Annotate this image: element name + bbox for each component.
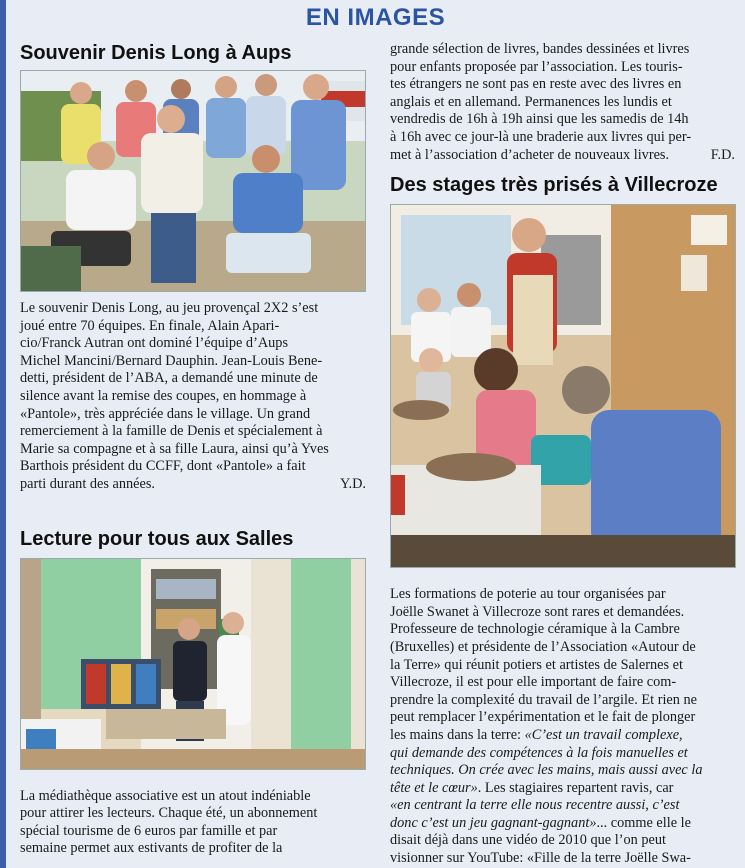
text-line: detti, président de l’ABA, a demandé une minute de <box>20 370 318 387</box>
text-line: ... comme elle le <box>596 814 691 831</box>
article1-title: Souvenir Denis Long à Aups <box>20 42 292 64</box>
text-line: silence avant la remise des coupes, en hommage à <box>20 387 307 404</box>
text-line: . Les stagiaires repartent ravis, car <box>477 779 674 796</box>
article3-text <box>390 586 735 868</box>
article1-photo <box>20 70 366 292</box>
text-line: tes étrangers ne sont pas en reste avec des livres en <box>390 76 682 93</box>
text-line: semaine permet aux estivants de profiter de la <box>20 840 283 857</box>
left-column <box>20 36 366 858</box>
text-line: anglais et en allemand. Permanences les lundis et <box>390 93 672 110</box>
text-line: Joëlle Swanet à Villecroze sont rares et demandées. <box>390 603 685 620</box>
text-line: peut remplacer l’expérimentation et le fait de plonger <box>390 709 696 726</box>
text-line: remerciement à la famille de Denis et spécialement à <box>20 423 323 440</box>
text-line: cio/Franck Autran ont dominé l’équipe d’Aups <box>20 335 289 352</box>
text-line: (Bruxelles) et présidente de l’Association «Autour de <box>390 638 696 655</box>
text-line: joué entre 70 équipes. En finale, Alain Apari- <box>20 317 280 334</box>
text-line: pour enfants proposée par l’association. Les touris- <box>390 58 683 75</box>
text-line: pour attirer les lecteurs. Chaque été, un abonnement <box>20 805 318 822</box>
accent-bar <box>0 0 6 868</box>
text-line: parti durant des années. <box>20 475 155 492</box>
section-title: EN IMAGES <box>305 4 446 31</box>
text-line: Michel Mancini/Bernard Dauphin. Jean-Louis Bene- <box>20 352 323 369</box>
text-line: visionner sur YouTube: «Fille de la terre Joëlle Swa- <box>390 850 691 867</box>
text-line: les mains dans la terre: <box>390 726 525 743</box>
quote-line: «C’est un travail complexe, <box>524 726 683 743</box>
quote-line: tête et le cœur» <box>390 779 478 796</box>
text-line: disait déjà dans une vidéo de 2010 que l’on peut <box>390 832 666 849</box>
article2-title: Lecture pour tous aux Salles <box>20 527 294 550</box>
library-photo-illustration <box>21 559 365 769</box>
quote-line: «en centrant la terre elle nous recentre aussi, c’est <box>390 797 680 814</box>
text-line: spécial tourisme de 6 euros par famille et par <box>20 822 278 839</box>
quote-line: qui demande des compétences à la fois manuelles et <box>390 744 688 761</box>
text-line: prendre la complexité du travail de l’argile. Et rien ne <box>390 691 697 708</box>
text-line: à 16h avec ce jour-là une braderie aux livres qui per- <box>390 128 692 145</box>
text-line: vendredis de 16h à 19h ainsi que les samedis de 14h <box>390 111 689 128</box>
quote-line: donc c’est un jeu gagnant-gagnant» <box>390 814 597 831</box>
article2-continued-text <box>390 41 735 164</box>
pottery-photo-illustration <box>391 205 735 567</box>
section-header <box>6 0 745 36</box>
article3-photo <box>390 204 736 568</box>
text-line: met à l’association d’acheter de nouveaux livres. <box>390 146 670 163</box>
article1-text <box>20 300 366 494</box>
article2-signature: F.D. <box>710 146 735 163</box>
text-line: Barthois président du CCFF, dont «Pantole» a fait <box>20 458 306 475</box>
article1-signature: Y.D. <box>340 475 366 492</box>
text-line: «Pantole», très appréciée dans le village. Un grand <box>20 405 311 422</box>
text-line: Le souvenir Denis Long, au jeu provençal 2X2 s’est <box>20 300 319 316</box>
text-line: la Terre» qui réunit potiers et artistes de Salernes et <box>390 656 683 673</box>
text-line: Marie sa compagne et à sa fille Laura, ainsi qu’à Yves <box>20 440 329 457</box>
article2-photo <box>20 558 366 770</box>
right-column <box>390 36 735 868</box>
text-line: grande sélection de livres, bandes dessinées et livres <box>390 41 690 57</box>
article2-text <box>20 788 366 858</box>
text-line: La médiathèque associative est un atout indéniable <box>20 787 311 804</box>
text-line: Villecroze, il est pour elle important de faire com- <box>390 674 677 691</box>
quote-line: techniques. On crée avec les mains, mais aussi avec la <box>390 762 703 779</box>
text-line: Professeure de technologie céramique à la Cambre <box>390 621 680 638</box>
group-photo-illustration <box>21 71 365 291</box>
article3-title: Des stages très prisés à Villecroze <box>390 174 718 197</box>
text-line: Les formations de poterie au tour organisées par <box>390 586 666 603</box>
